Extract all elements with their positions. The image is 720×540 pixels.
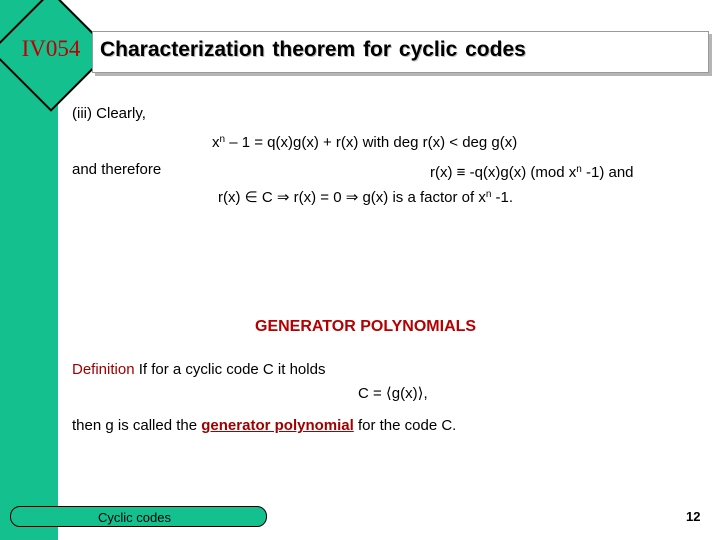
eq2-exp: n bbox=[576, 164, 582, 175]
eq1-exp: n bbox=[219, 134, 226, 145]
definition-label: Definition bbox=[72, 361, 135, 378]
eq3-right: -1. bbox=[491, 189, 514, 206]
definition-text: If for a cyclic code C it holds bbox=[134, 361, 326, 378]
definition-formula: C = ⟨g(x)⟩, bbox=[358, 385, 428, 402]
eq1-x: x bbox=[212, 134, 220, 151]
and-therefore: and therefore bbox=[72, 161, 162, 178]
definition-line bbox=[72, 361, 325, 379]
course-code: IV054 bbox=[21, 36, 81, 61]
definition-conclusion bbox=[72, 417, 456, 435]
intro-line: (iii) Clearly, bbox=[72, 105, 146, 122]
page-number: 12 bbox=[686, 509, 701, 524]
eq3-exp: n bbox=[485, 189, 492, 200]
eq2-left: r(x) ≡ -q(x)g(x) (mod x bbox=[430, 164, 577, 181]
equation-3 bbox=[218, 186, 513, 207]
equation-1 bbox=[212, 131, 517, 152]
eq1-rest: – 1 = q(x)g(x) + r(x) with deg r(x) < deg g(x) bbox=[225, 134, 518, 151]
slide-title: Characterization theorem for cyclic codes bbox=[100, 38, 526, 61]
then-suffix: for the code C. bbox=[353, 417, 457, 434]
eq2-right: -1) and bbox=[581, 164, 634, 181]
then-prefix: then g is called the bbox=[72, 417, 202, 434]
generator-polynomial-term: generator polynomial bbox=[201, 417, 354, 434]
section-heading: GENERATOR POLYNOMIALS bbox=[255, 318, 477, 335]
footer-label: Cyclic codes bbox=[98, 510, 171, 525]
eq3-left: r(x) ∈ C ⇒ r(x) = 0 ⇒ g(x) is a factor of x bbox=[218, 189, 486, 206]
equation-2 bbox=[430, 161, 634, 182]
